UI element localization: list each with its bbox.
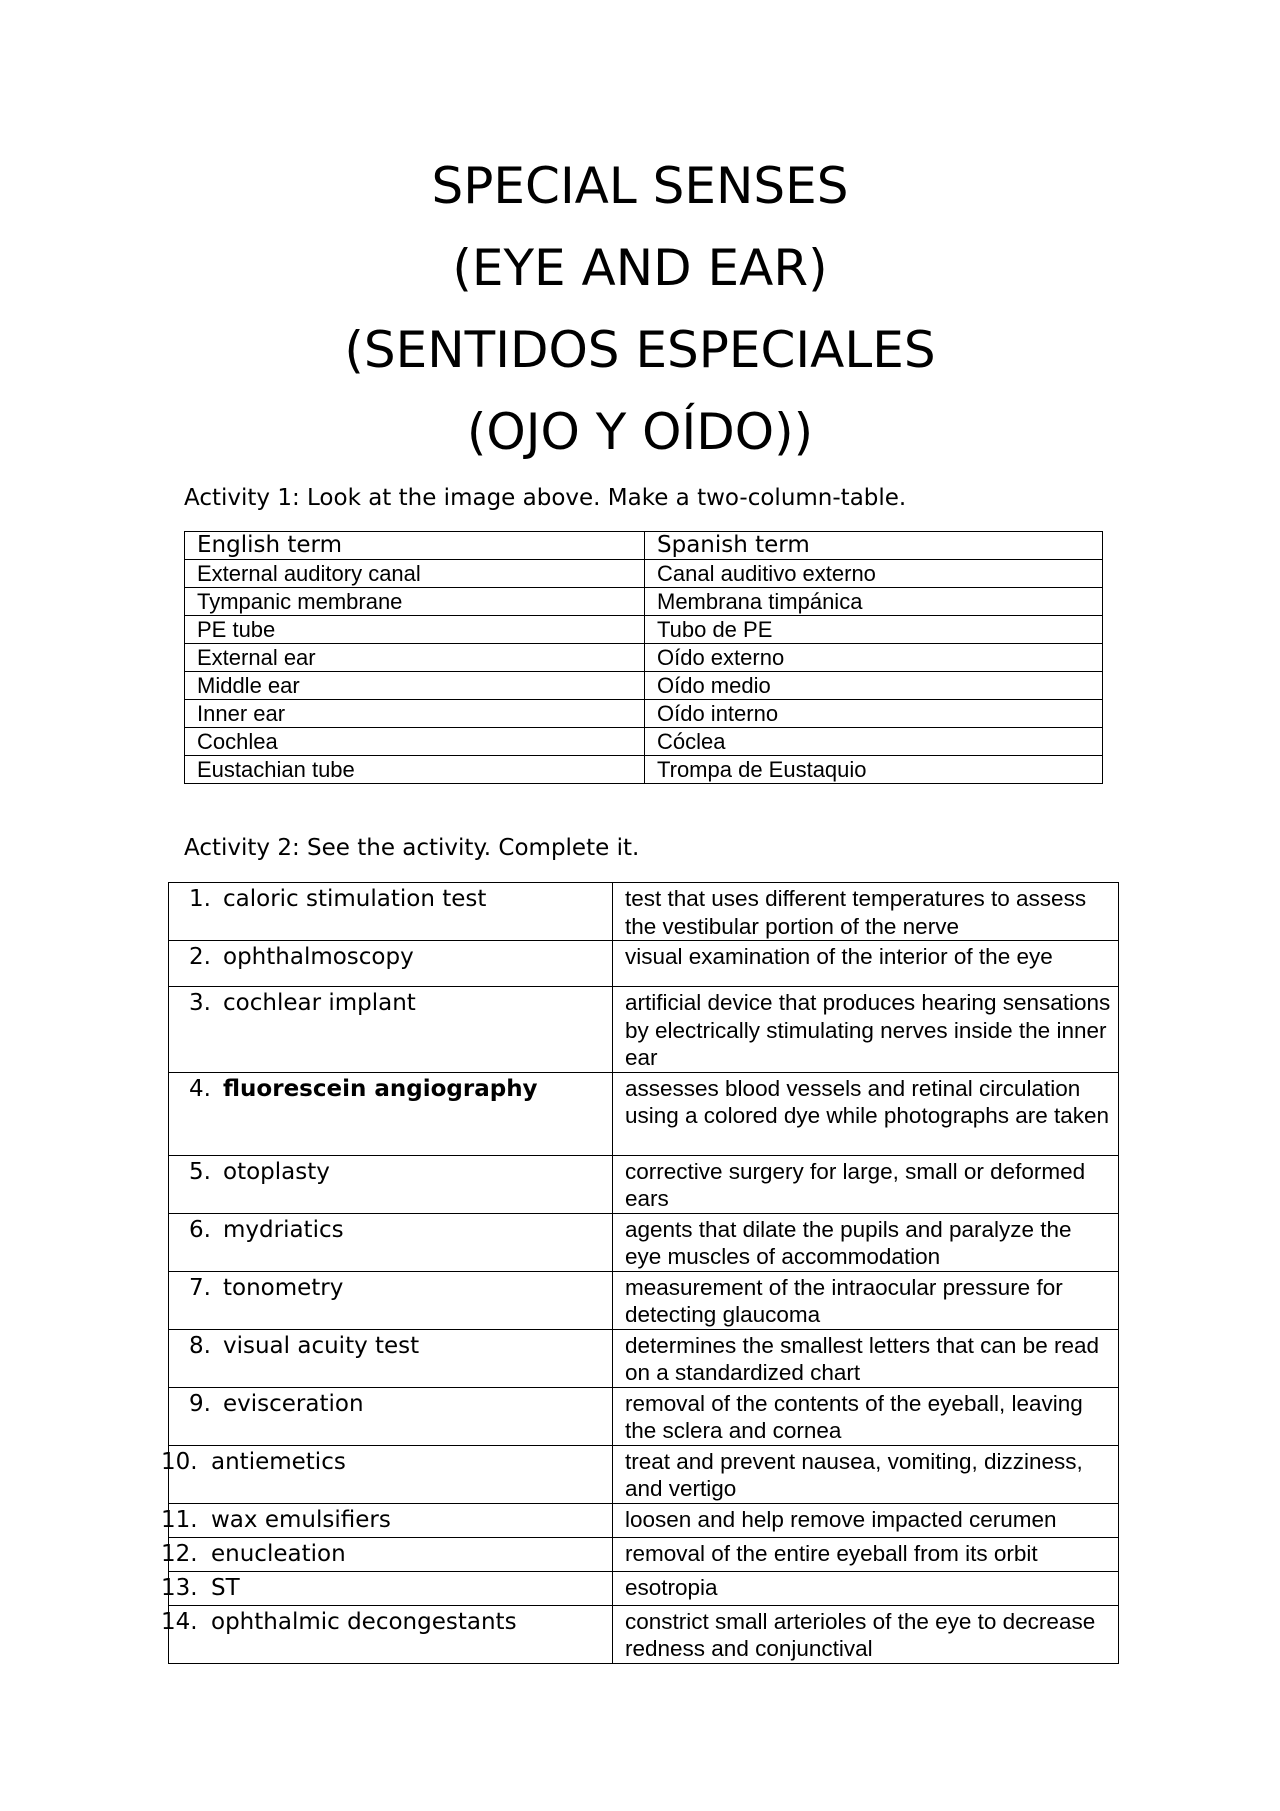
term-cell (169, 1072, 613, 1155)
activity1-instruction: Activity 1: Look at the image above. Make a two-column-table. (184, 485, 907, 511)
activity1-table (184, 531, 1103, 784)
english-term: Eustachian tube (185, 756, 645, 784)
table-row (185, 616, 1103, 644)
table-row (169, 1537, 1119, 1571)
table-row (169, 1072, 1119, 1155)
term-cell (169, 1155, 613, 1213)
term-label: mydriatics (223, 1216, 344, 1243)
definition-cell: removal of the contents of the eyeball, leaving the sclera and cornea (613, 1387, 1119, 1445)
table-row (185, 588, 1103, 616)
table-row (169, 1605, 1119, 1663)
item-number: 8. (189, 1332, 211, 1359)
table-row (169, 1503, 1119, 1537)
term-label: visual acuity test (223, 1332, 420, 1359)
english-term: External ear (185, 644, 645, 672)
term-cell (169, 941, 613, 987)
spanish-term: Oído externo (645, 644, 1103, 672)
item-number: 1. (189, 886, 211, 912)
title-line-1: SPECIAL SENSES (431, 157, 849, 215)
term-label: wax emulsifiers (211, 1506, 391, 1533)
definition-cell: loosen and help remove impacted cerumen (613, 1503, 1119, 1537)
spanish-term: Canal auditivo externo (645, 560, 1103, 588)
english-term: Tympanic membrane (185, 588, 645, 616)
definition-cell: visual examination of the interior of the eye (613, 941, 1119, 987)
table-row (185, 672, 1103, 700)
term-label: ST (211, 1574, 240, 1601)
header-english: English term (185, 532, 645, 560)
activity2-table (161, 882, 1119, 1664)
term-cell (169, 987, 613, 1073)
item-number: 5. (189, 1158, 211, 1185)
title-line-2: (EYE AND EAR) (452, 239, 828, 297)
term-cell (161, 1503, 613, 1537)
spanish-term: Oído interno (645, 700, 1103, 728)
definition-cell: treat and prevent nausea, vomiting, dizziness, and vertigo (613, 1445, 1119, 1503)
definition-cell: artificial device that produces hearing sensations by electrically stimulating nerves inside the inner ear (613, 987, 1119, 1073)
item-number: 11. (161, 1506, 198, 1533)
item-number: 3. (189, 990, 211, 1016)
item-number: 4. (189, 1075, 211, 1102)
term-label: caloric stimulation test (223, 886, 487, 912)
english-term: Middle ear (185, 672, 645, 700)
english-term: Cochlea (185, 728, 645, 756)
table-row (185, 728, 1103, 756)
item-number: 2. (189, 944, 211, 970)
term-cell (169, 1271, 613, 1329)
table-row (185, 560, 1103, 588)
term-label: tonometry (223, 1274, 344, 1301)
term-label: fluorescein angiography (223, 1075, 538, 1102)
table-row (169, 1329, 1119, 1387)
term-label: evisceration (223, 1390, 364, 1417)
table-row (169, 941, 1119, 987)
table-row (169, 1387, 1119, 1445)
item-number: 9. (189, 1390, 211, 1417)
table-row (185, 756, 1103, 784)
table-row (169, 1571, 1119, 1605)
table-row (169, 1271, 1119, 1329)
spanish-term: Cóclea (645, 728, 1103, 756)
term-label: ophthalmoscopy (223, 944, 414, 970)
term-cell (169, 1213, 613, 1271)
definition-cell: assesses blood vessels and retinal circulation using a colored dye while photographs are taken (613, 1072, 1119, 1155)
definition-cell: test that uses different temperatures to assess the vestibular portion of the nerve (613, 883, 1119, 941)
table-header-row (185, 532, 1103, 560)
table-row (185, 700, 1103, 728)
english-term: External auditory canal (185, 560, 645, 588)
definition-cell: agents that dilate the pupils and paralyze the eye muscles of accommodation (613, 1213, 1119, 1271)
term-cell (169, 1387, 613, 1445)
definition-cell: esotropia (613, 1571, 1119, 1605)
item-number: 13. (161, 1574, 198, 1601)
term-label: cochlear implant (223, 990, 416, 1016)
definition-cell: constrict small arterioles of the eye to decrease redness and conjunctival (613, 1605, 1119, 1663)
term-cell (161, 1571, 613, 1605)
table-row (185, 644, 1103, 672)
table-row (169, 1445, 1119, 1503)
english-term: Inner ear (185, 700, 645, 728)
term-cell (161, 1605, 613, 1663)
term-cell (161, 1537, 613, 1571)
table-row (169, 987, 1119, 1073)
item-number: 14. (161, 1608, 198, 1635)
definition-cell: determines the smallest letters that can be read on a standardized chart (613, 1329, 1119, 1387)
english-term: PE tube (185, 616, 645, 644)
item-number: 6. (189, 1216, 211, 1243)
term-label: otoplasty (223, 1158, 330, 1185)
spanish-term: Oído medio (645, 672, 1103, 700)
item-number: 7. (189, 1274, 211, 1301)
title-line-3: (SENTIDOS ESPECIALES (344, 321, 936, 379)
title-line-4: (OJO Y OÍDO)) (466, 403, 814, 461)
header-spanish: Spanish term (645, 532, 1103, 560)
term-label: antiemetics (211, 1448, 346, 1475)
definition-cell: measurement of the intraocular pressure for detecting glaucoma (613, 1271, 1119, 1329)
activity2-instruction: Activity 2: See the activity. Complete it. (184, 835, 640, 861)
table-row (169, 883, 1119, 941)
table-row (169, 1155, 1119, 1213)
item-number: 12. (161, 1540, 198, 1567)
spanish-term: Membrana timpánica (645, 588, 1103, 616)
spanish-term: Trompa de Eustaquio (645, 756, 1103, 784)
item-number: 10. (161, 1448, 198, 1475)
term-cell (169, 883, 613, 941)
table-row (169, 1213, 1119, 1271)
term-cell (169, 1329, 613, 1387)
spanish-term: Tubo de PE (645, 616, 1103, 644)
definition-cell: removal of the entire eyeball from its orbit (613, 1537, 1119, 1571)
term-cell (161, 1445, 613, 1503)
definition-cell: corrective surgery for large, small or deformed ears (613, 1155, 1119, 1213)
term-label: ophthalmic decongestants (211, 1608, 517, 1635)
term-label: enucleation (211, 1540, 346, 1567)
